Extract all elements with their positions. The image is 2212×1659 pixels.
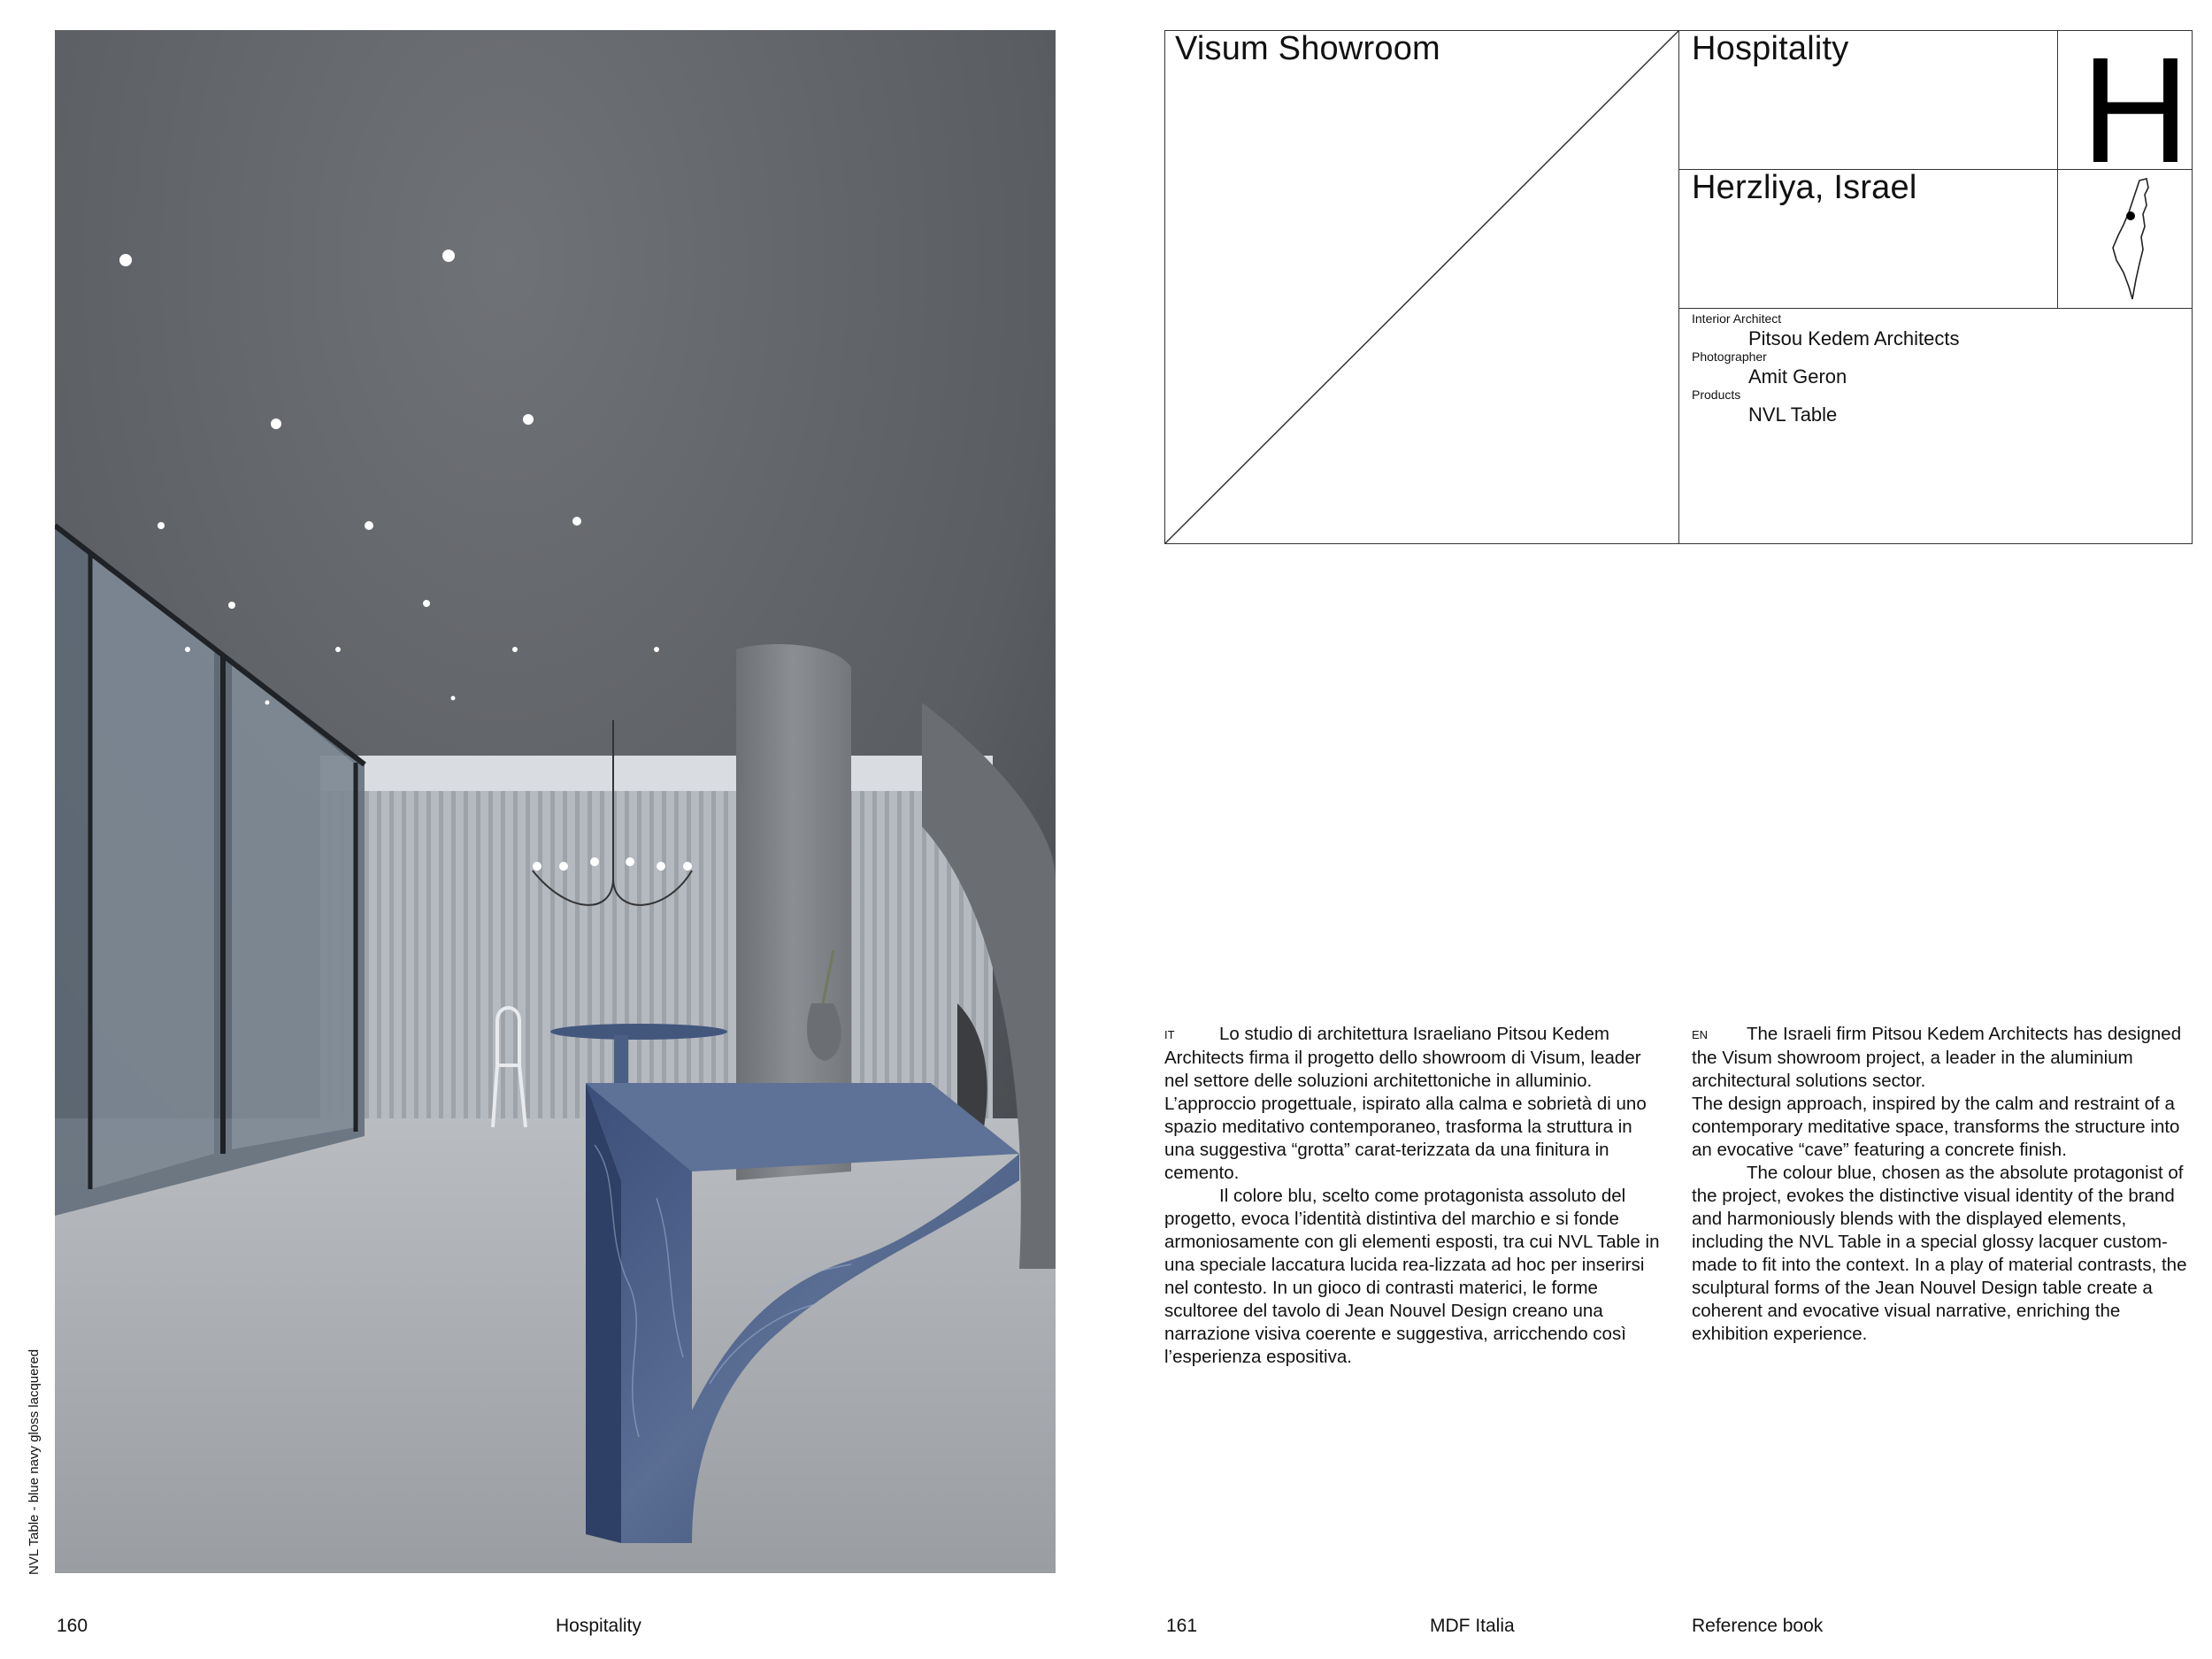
grid-divider-vertical	[1678, 30, 1679, 544]
paragraph: Il colore blu, scelto come protagonista assoluto del progetto, evoca l’identità distintiva del marchio e si fonde armoniosamente con gli elementi esposti, tra cui NVL Table in una speciale laccatura lucida rea-lizzata ad hoc per inserirsi nel contesto. In un gioco di contrasti materici, le forme scultoree del tavolo di Jean Nouvel Design creano una narrazione visiva coerente e suggestiva, arricchendo così l’esperienza espositiva.	[1164, 1186, 1660, 1367]
publication-label: Reference book	[1692, 1616, 1824, 1636]
location: Herzliya, Israel	[1692, 169, 1917, 206]
project-info-box	[1164, 27, 2193, 544]
paragraph: The colour blue, chosen as the absolute protagonist of the project, evokes the distinctive visual identity of the brand and harmoniously blends with the displayed elements, including the NVL Table in a special glossy lacquer custom-made to fit into the context. In a play of material contrasts, the sculptural forms of the Jean Nouvel Design table create a coherent and evocative visual narrative, enriching the exhibition experience.	[1692, 1163, 2187, 1344]
diagonal-line	[1164, 30, 1679, 544]
credit-value-products: NVL Table	[1748, 403, 1838, 426]
paragraph-text: The Israeli firm Pitsou Kedem Architects has designed the Visum showroom project, a leader in the aluminium architectural solutions sector.	[1692, 1024, 2182, 1091]
showroom-photo-illustration	[55, 30, 1056, 1573]
section-label: Hospitality	[556, 1616, 641, 1636]
category-letter: H	[2081, 27, 2190, 195]
paragraph	[1692, 1023, 2187, 1093]
credit-value-photographer: Amit Geron	[1748, 365, 1847, 388]
interior-photo	[55, 30, 1056, 1573]
credit-label-products: Products	[1692, 388, 1741, 402]
category-title: Hospitality	[1692, 30, 1849, 67]
page-number-left: 160	[57, 1616, 88, 1636]
brand-label: MDF Italia	[1430, 1616, 1515, 1636]
text-column-english	[1692, 1023, 2187, 1346]
israel-map-icon	[2093, 175, 2173, 306]
text-column-italian	[1164, 1023, 1660, 1369]
page-number-right: 161	[1166, 1616, 1198, 1636]
credit-label-photographer: Photographer	[1692, 349, 1767, 364]
language-tag: IT	[1164, 1028, 1175, 1041]
paragraph: The design approach, inspired by the calm and restraint of a contemporary meditative space, transforms the structure into an evocative “cave” featuring a concrete finish.	[1692, 1094, 2180, 1160]
credit-value-interior-architect: Pitsou Kedem Architects	[1748, 327, 1960, 349]
paragraph-text: Lo studio di architettura Israeliano Pitsou Kedem Architects firma il progetto dello showroom di Visum, leader nel settore delle soluzioni architettoniche in alluminio. L’approccio progettuale, ispirato alla calma e sobrietà di uno spazio meditativo contemporaneo, trasforma la struttura in una suggestiva “grotta” carat-terizzata da una finitura in cemento.	[1164, 1024, 1647, 1183]
photo-caption: NVL Table - blue navy gloss lacquered	[27, 1348, 42, 1575]
project-title: Visum Showroom	[1175, 30, 1440, 67]
language-tag: EN	[1692, 1028, 1709, 1041]
grid-divider-horizontal	[1678, 308, 2193, 309]
paragraph	[1164, 1023, 1660, 1185]
credit-label-interior-architect: Interior Architect	[1692, 311, 1782, 326]
